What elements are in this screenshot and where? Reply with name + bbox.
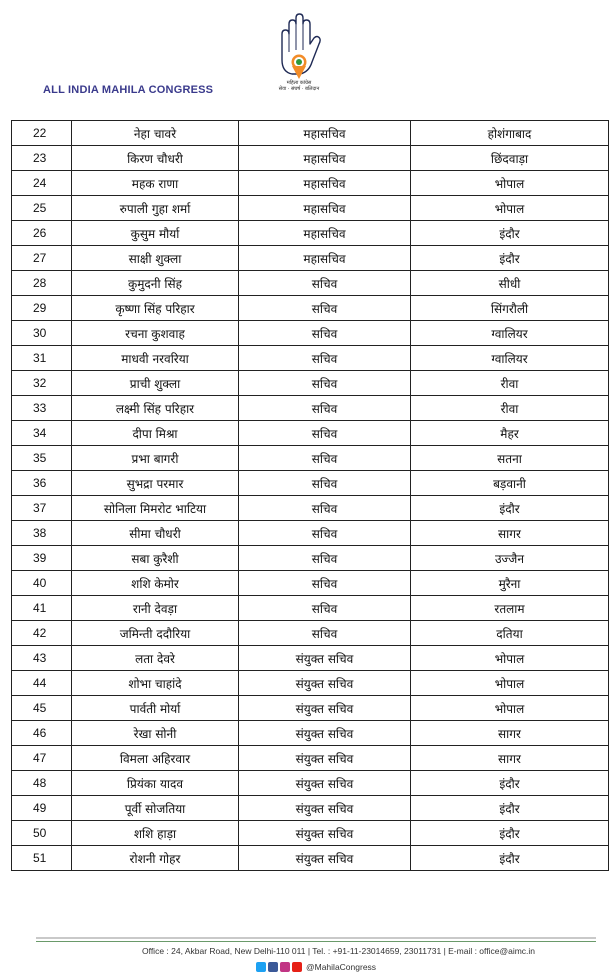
district-cell: इंदौर: [411, 796, 609, 821]
table-row: [12, 646, 609, 671]
member-name-cell: शशि हाड़ा: [72, 821, 239, 846]
serial-number-cell: 40: [12, 571, 72, 596]
serial-number-cell: 34: [12, 421, 72, 446]
member-name-cell: प्राची शुक्ला: [72, 371, 239, 396]
district-cell: ग्वालियर: [411, 346, 609, 371]
designation-cell: महासचिव: [239, 171, 411, 196]
designation-cell: सचिव: [239, 421, 411, 446]
table-row: [12, 821, 609, 846]
district-cell: इंदौर: [411, 496, 609, 521]
serial-number-cell: 46: [12, 721, 72, 746]
designation-cell: सचिव: [239, 471, 411, 496]
member-name-cell: सोनिला मिमरोट भाटिया: [72, 496, 239, 521]
designation-cell: संयुक्त सचिव: [239, 671, 411, 696]
designation-cell: सचिव: [239, 371, 411, 396]
table-row: [12, 571, 609, 596]
logo-caption-line2: सेवा · संघर्ष · बलिदान: [278, 86, 320, 92]
serial-number-cell: 27: [12, 246, 72, 271]
serial-number-cell: 37: [12, 496, 72, 521]
logo-caption: [262, 80, 336, 92]
designation-cell: संयुक्त सचिव: [239, 796, 411, 821]
table-row: [12, 346, 609, 371]
serial-number-cell: 25: [12, 196, 72, 221]
member-name-cell: लक्ष्मी सिंह परिहार: [72, 396, 239, 421]
member-name-cell: प्रभा बागरी: [72, 446, 239, 471]
table-row: [12, 271, 609, 296]
member-name-cell: विमला अहिरवार: [72, 746, 239, 771]
members-table: [11, 120, 609, 871]
serial-number-cell: 35: [12, 446, 72, 471]
designation-cell: संयुक्त सचिव: [239, 746, 411, 771]
district-cell: मुरैना: [411, 571, 609, 596]
designation-cell: सचिव: [239, 496, 411, 521]
table-row: [12, 621, 609, 646]
serial-number-cell: 29: [12, 296, 72, 321]
member-name-cell: कृष्णा सिंह परिहार: [72, 296, 239, 321]
serial-number-cell: 31: [12, 346, 72, 371]
table-row: [12, 521, 609, 546]
district-cell: इंदौर: [411, 821, 609, 846]
member-name-cell: लता देवरे: [72, 646, 239, 671]
designation-cell: सचिव: [239, 346, 411, 371]
serial-number-cell: 36: [12, 471, 72, 496]
designation-cell: सचिव: [239, 596, 411, 621]
district-cell: भोपाल: [411, 171, 609, 196]
designation-cell: संयुक्त सचिव: [239, 846, 411, 871]
district-cell: सागर: [411, 746, 609, 771]
designation-cell: महासचिव: [239, 221, 411, 246]
serial-number-cell: 49: [12, 796, 72, 821]
district-cell: सिंगरौली: [411, 296, 609, 321]
member-name-cell: प्रियंका यादव: [72, 771, 239, 796]
member-name-cell: माधवी नरवरिया: [72, 346, 239, 371]
table-row: [12, 396, 609, 421]
designation-cell: सचिव: [239, 546, 411, 571]
designation-cell: संयुक्त सचिव: [239, 696, 411, 721]
designation-cell: सचिव: [239, 571, 411, 596]
district-cell: उज्जैन: [411, 546, 609, 571]
district-cell: इंदौर: [411, 246, 609, 271]
serial-number-cell: 39: [12, 546, 72, 571]
member-name-cell: साक्षी शुक्ला: [72, 246, 239, 271]
table-row: [12, 321, 609, 346]
district-cell: इंदौर: [411, 771, 609, 796]
logo-caption-line1: महिला कांग्रेस: [286, 80, 312, 86]
serial-number-cell: 23: [12, 146, 72, 171]
district-cell: रीवा: [411, 396, 609, 421]
member-name-cell: जमिन्ती ददौरिया: [72, 621, 239, 646]
serial-number-cell: 41: [12, 596, 72, 621]
designation-cell: सचिव: [239, 296, 411, 321]
district-cell: सागर: [411, 721, 609, 746]
serial-number-cell: 30: [12, 321, 72, 346]
member-name-cell: कुमुदनी सिंह: [72, 271, 239, 296]
member-name-cell: रेखा सोनी: [72, 721, 239, 746]
serial-number-cell: 22: [12, 121, 72, 146]
org-name: ALL INDIA MAHILA CONGRESS: [43, 84, 214, 96]
table-row: [12, 471, 609, 496]
table-row: [12, 121, 609, 146]
table-row: [12, 546, 609, 571]
table-row: [12, 746, 609, 771]
table-row: [12, 796, 609, 821]
member-name-cell: पार्वती मोर्या: [72, 696, 239, 721]
member-name-cell: पूर्वी सोजतिया: [72, 796, 239, 821]
member-name-cell: शशि केमोर: [72, 571, 239, 596]
designation-cell: सचिव: [239, 521, 411, 546]
designation-cell: महासचिव: [239, 246, 411, 271]
designation-cell: सचिव: [239, 621, 411, 646]
table-row: [12, 696, 609, 721]
serial-number-cell: 42: [12, 621, 72, 646]
serial-number-cell: 48: [12, 771, 72, 796]
footer-address: Office : 24, Akbar Road, New Delhi-110 011 | Tel. : +91-11-23014659, 23011731 | E-mail : office@aimc.in: [142, 946, 536, 956]
table-row: [12, 721, 609, 746]
designation-cell: सचिव: [239, 446, 411, 471]
member-name-cell: रानी देवड़ा: [72, 596, 239, 621]
social-handle[interactable]: @MahilaCongress: [306, 962, 377, 972]
table-row: [12, 196, 609, 221]
footer-divider-accent: [36, 941, 596, 942]
serial-number-cell: 44: [12, 671, 72, 696]
district-cell: भोपाल: [411, 646, 609, 671]
twitter-icon[interactable]: [256, 962, 266, 972]
facebook-icon[interactable]: [268, 962, 278, 972]
member-name-cell: शोभा चाहांदे: [72, 671, 239, 696]
district-cell: छिंदवाड़ा: [411, 146, 609, 171]
district-cell: इंदौर: [411, 846, 609, 871]
table-row: [12, 596, 609, 621]
serial-number-cell: 45: [12, 696, 72, 721]
district-cell: रतलाम: [411, 596, 609, 621]
designation-cell: संयुक्त सचिव: [239, 721, 411, 746]
serial-number-cell: 24: [12, 171, 72, 196]
table-row: [12, 771, 609, 796]
designation-cell: सचिव: [239, 321, 411, 346]
designation-cell: संयुक्त सचिव: [239, 821, 411, 846]
member-name-cell: किरण चौधरी: [72, 146, 239, 171]
designation-cell: महासचिव: [239, 146, 411, 171]
district-cell: भोपाल: [411, 696, 609, 721]
table-row: [12, 221, 609, 246]
table-row: [12, 146, 609, 171]
member-name-cell: दीपा मिश्रा: [72, 421, 239, 446]
member-name-cell: सबा कुरैशी: [72, 546, 239, 571]
table-row: [12, 171, 609, 196]
district-cell: दतिया: [411, 621, 609, 646]
member-name-cell: सीमा चौधरी: [72, 521, 239, 546]
table-row: [12, 846, 609, 871]
youtube-icon[interactable]: [292, 962, 302, 972]
table-row: [12, 446, 609, 471]
serial-number-cell: 47: [12, 746, 72, 771]
designation-cell: महासचिव: [239, 196, 411, 221]
table-row: [12, 421, 609, 446]
district-cell: भोपाल: [411, 196, 609, 221]
serial-number-cell: 32: [12, 371, 72, 396]
table-row: [12, 496, 609, 521]
serial-number-cell: 43: [12, 646, 72, 671]
designation-cell: महासचिव: [239, 121, 411, 146]
district-cell: बड़वानी: [411, 471, 609, 496]
table-row: [12, 371, 609, 396]
table-row: [12, 296, 609, 321]
designation-cell: संयुक्त सचिव: [239, 771, 411, 796]
member-name-cell: रचना कुशवाह: [72, 321, 239, 346]
district-cell: सीधी: [411, 271, 609, 296]
district-cell: रीवा: [411, 371, 609, 396]
member-name-cell: महक राणा: [72, 171, 239, 196]
serial-number-cell: 38: [12, 521, 72, 546]
serial-number-cell: 33: [12, 396, 72, 421]
members-table-body: [12, 121, 609, 871]
district-cell: ग्वालियर: [411, 321, 609, 346]
instagram-icon[interactable]: [280, 962, 290, 972]
designation-cell: संयुक्त सचिव: [239, 646, 411, 671]
member-name-cell: रुपाली गुहा शर्मा: [72, 196, 239, 221]
table-row: [12, 671, 609, 696]
district-cell: सतना: [411, 446, 609, 471]
designation-cell: सचिव: [239, 271, 411, 296]
designation-cell: सचिव: [239, 396, 411, 421]
member-name-cell: रोशनी गोहर: [72, 846, 239, 871]
district-cell: होशंगाबाद: [411, 121, 609, 146]
district-cell: भोपाल: [411, 671, 609, 696]
district-cell: मैहर: [411, 421, 609, 446]
district-cell: सागर: [411, 521, 609, 546]
serial-number-cell: 28: [12, 271, 72, 296]
footer-social: [256, 961, 376, 973]
member-name-cell: नेहा चावरे: [72, 121, 239, 146]
table-row: [12, 246, 609, 271]
member-name-cell: सुभद्रा परमार: [72, 471, 239, 496]
serial-number-cell: 26: [12, 221, 72, 246]
serial-number-cell: 51: [12, 846, 72, 871]
district-cell: इंदौर: [411, 221, 609, 246]
footer-divider: [36, 937, 596, 939]
serial-number-cell: 50: [12, 821, 72, 846]
member-name-cell: कुसुम मौर्या: [72, 221, 239, 246]
